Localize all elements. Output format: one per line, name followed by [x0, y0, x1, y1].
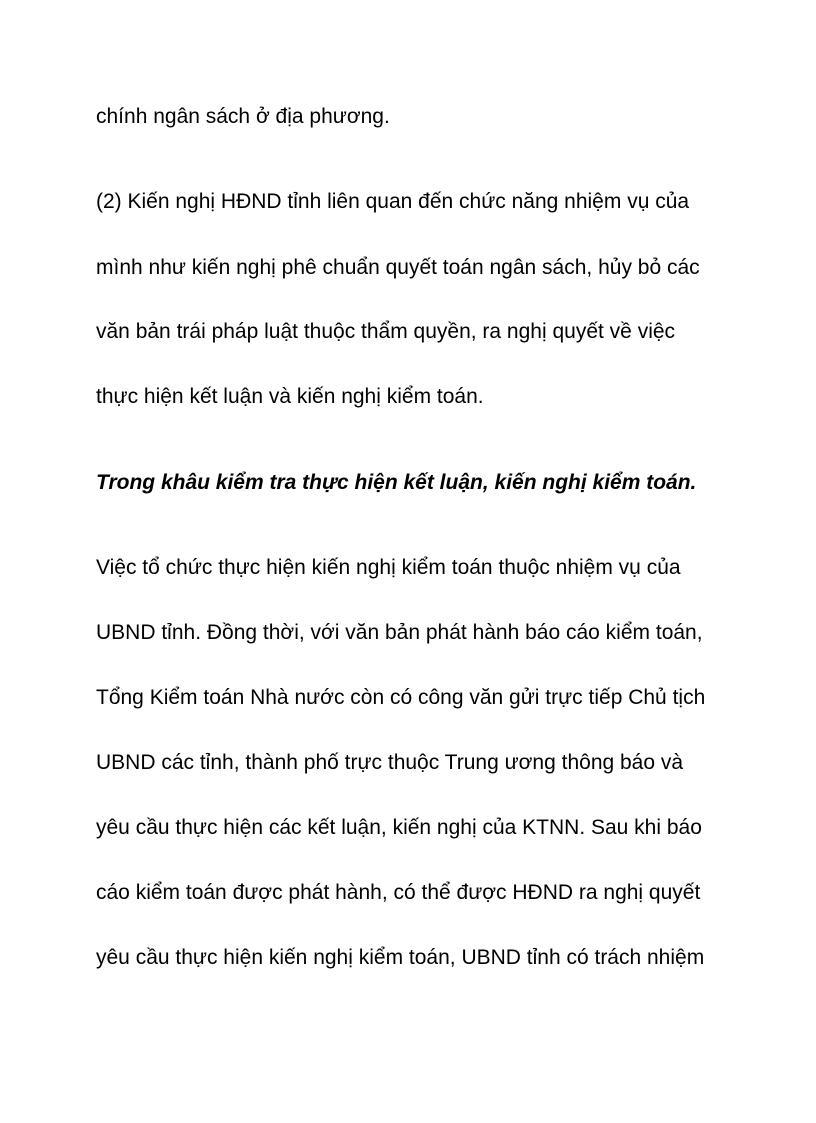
- text-line: (2) Kiến nghị HĐND tỉnh liên quan đến chức năng nhiệm vụ của: [96, 190, 690, 213]
- text-line: thực hiện kết luận và kiến nghị kiểm toán.: [96, 385, 484, 408]
- section-heading: Trong khâu kiểm tra thực hiện kết luận, kiến nghị kiểm toán.: [96, 471, 697, 494]
- text-line: chính ngân sách ở địa phương.: [96, 105, 390, 128]
- text-line: Việc tổ chức thực hiện kiến nghị kiểm toán thuộc nhiệm vụ của: [96, 556, 681, 579]
- text-line: UBND các tỉnh, thành phố trực thuộc Trung ương thông báo và: [96, 751, 684, 774]
- text-line: yêu cầu thực hiện các kết luận, kiến nghị của KTNN. Sau khi báo: [96, 816, 702, 839]
- text-line: văn bản trái pháp luật thuộc thẩm quyền, ra nghị quyết về việc: [96, 320, 676, 343]
- text-line: UBND tỉnh. Đồng thời, với văn bản phát hành báo cáo kiểm toán,: [96, 621, 703, 644]
- text-line: Tổng Kiểm toán Nhà nước còn có công văn gửi trực tiếp Chủ tịch: [96, 686, 706, 709]
- text-line: mình như kiến nghị phê chuẩn quyết toán ngân sách, hủy bỏ các: [96, 256, 700, 279]
- text-line: cáo kiểm toán được phát hành, có thể được HĐND ra nghị quyết: [96, 881, 701, 904]
- text-line: yêu cầu thực hiện kiến nghị kiểm toán, UBND tỉnh có trách nhiệm: [96, 946, 705, 969]
